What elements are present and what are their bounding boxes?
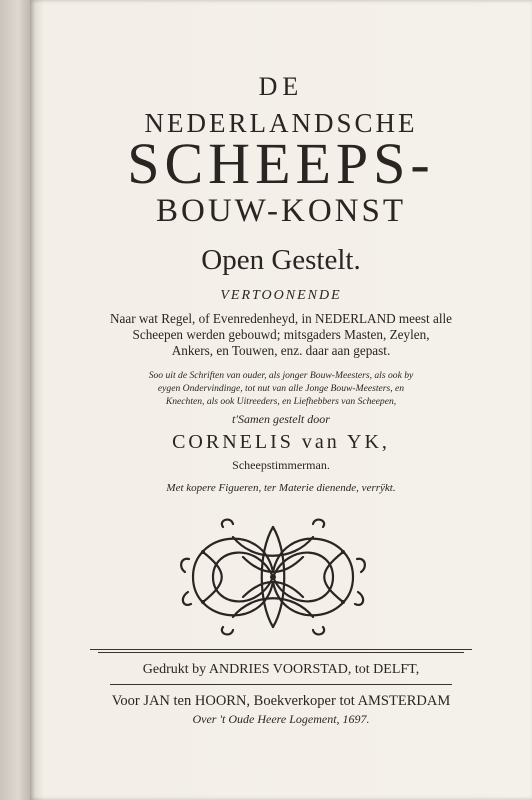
figures-note: Met kopere Figueren, ter Materie dienende, verrÿkt. (166, 482, 396, 494)
title-line-nederlandsche: NEDERLANDSCHE (144, 108, 418, 138)
bookseller-line: Voor JAN ten HOORN, Boekverkoper tot AMSTERDAM (111, 693, 451, 709)
title-line-bouw-konst: BOUW-KONST (156, 193, 406, 229)
description-line: Scheepen werden gebouwd; mitsgaders Masten, Zeylen, (132, 327, 430, 342)
title-page (30, 0, 532, 800)
sources-line: Soo uit de Schriften van ouder, als jonger Bouw-Meesters, als ook by (148, 370, 414, 381)
title-line-scheeps: SCHEEPS- (127, 131, 435, 196)
divider-lower (110, 684, 452, 685)
sources-block (30, 369, 532, 408)
book-cover-edge (0, 0, 30, 800)
printer-line: Gedrukt by ANDRIES VOORSTAD, tot DELFT, (142, 662, 420, 677)
sources-line: eygen Ondervindinge, tot nut van alle Jonge Bouw-Meesters, en (157, 383, 405, 394)
title-line-open-gestelt: Open Gestelt. (201, 244, 361, 276)
description-block (30, 311, 532, 359)
description-line: Naar wat Regel, of Evenredenheyd, in NEDERLAND meest alle (109, 311, 453, 326)
description-line: Ankers, en Touwen, enz. daar aan gepast. (171, 343, 391, 358)
title-line-de: DE (258, 72, 304, 101)
compiled-by-text: t'Samen gestelt door (232, 412, 330, 426)
ornamental-monogram-icon (173, 512, 373, 642)
author-name: CORNELIS van YK, (172, 431, 390, 453)
subtitle-vertoonende: VERTOONENDE (220, 288, 342, 303)
divider-thin (98, 652, 464, 653)
author-role: Scheepstimmerman. (232, 458, 330, 472)
address-line: Over 't Oude Heere Logement, 1697. (192, 712, 370, 726)
sources-line: Knechten, als ook Uitreeders, en Liefhebbers van Scheepen, (165, 396, 397, 407)
divider-thick (90, 649, 472, 650)
